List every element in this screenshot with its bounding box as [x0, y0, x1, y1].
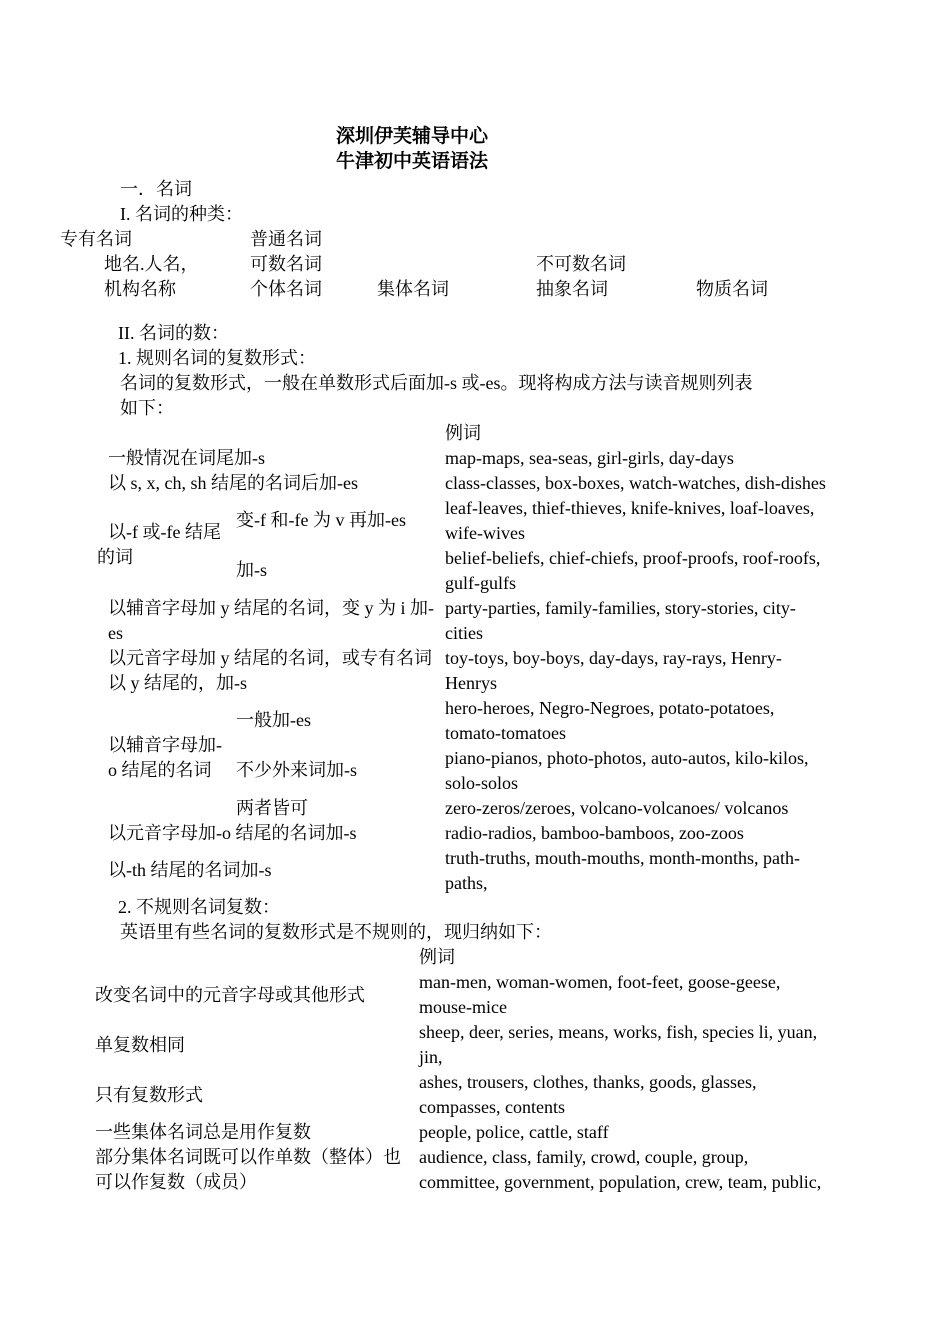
type-material: 物质名词 [696, 279, 768, 299]
irregular-plural-heading: 2. 不规则名词复数： [118, 897, 280, 917]
table2-example-2a: sheep, deer, series, means, works, fish, species li, yuan, [419, 1022, 818, 1042]
table2-example-5a: audience, class, family, crowd, couple, group, [419, 1147, 749, 1167]
table2-example-1a: man-men, woman-women, foot-feet, goose-geese, [419, 972, 781, 992]
table2-example-3b: compasses, contents [419, 1097, 565, 1117]
table1-example-5b: Henrys [445, 673, 497, 693]
table1-rule-8: 以-th 结尾的名词加-s [108, 860, 272, 880]
rule1-intro-line1: 名词的复数形式，一般在单数形式后面加-s 或-es。现将构成方法与读音规则列表 [120, 373, 753, 393]
section-heading-nouns: 一．名词 [120, 179, 192, 199]
table1-rule-2: 以 s, x, ch, sh 结尾的名词后加-es [108, 473, 358, 493]
table2-rule-3: 只有复数形式 [95, 1085, 203, 1105]
type-countable: 可数名词 [250, 254, 322, 274]
table1-rule-6b: o 结尾的名词 [108, 760, 212, 780]
type-abstract: 抽象名词 [536, 279, 608, 299]
table1-example-2: class-classes, box-boxes, watch-watches, dish-dishes [445, 473, 826, 493]
table1-rule-4b: es [108, 623, 123, 643]
subsection-noun-types: I. 名词的种类： [120, 204, 243, 224]
type-proper-desc-2: 机构名称 [104, 279, 176, 299]
table1-example-1: map-maps, sea-seas, girl-girls, day-days [445, 448, 734, 468]
table2-rule-4: 一些集体名词总是用作复数 [95, 1122, 311, 1142]
table1-example-3-2a: belief-beliefs, chief-chiefs, proof-proofs, roof-roofs, [445, 548, 821, 568]
table1-example-8b: paths, [445, 873, 488, 893]
type-uncountable: 不可数名词 [536, 254, 626, 274]
irregular-plural-intro: 英语里有些名词的复数形式是不规则的，现归纳如下： [120, 922, 552, 942]
table1-example-header: 例词 [445, 423, 481, 443]
center-name: 深圳伊芙辅导中心 [336, 125, 489, 147]
table1-example-6-1b: tomato-tomatoes [445, 723, 566, 743]
table2-example-2b: jin, [419, 1047, 443, 1067]
type-individual: 个体名词 [250, 279, 322, 299]
table2-rule-5b: 可以作复数（成员） [95, 1172, 257, 1192]
rule1-intro-line2: 如下： [120, 398, 174, 418]
table1-rule-6-sub3: 两者皆可 [236, 798, 308, 818]
table2-example-5b: committee, government, population, crew, team, public, [419, 1172, 822, 1192]
table2-example-3a: ashes, trousers, clothes, thanks, goods, glasses, [419, 1072, 757, 1092]
table1-example-4a: party-parties, family-families, story-stories, city- [445, 598, 796, 618]
table1-rule-3-sub1: 变-f 和-fe 为 v 再加-es [236, 510, 406, 530]
subsection-noun-number: II. 名词的数： [118, 323, 229, 343]
table1-example-8a: truth-truths, mouth-mouths, month-months, path- [445, 848, 800, 868]
table1-rule-4a: 以辅音字母加 y 结尾的名词，变 y 为 i 加- [108, 598, 434, 618]
table1-rule-3b: 的词 [97, 547, 133, 567]
table1-rule-5a: 以元音字母加 y 结尾的名词，或专有名词 [108, 648, 432, 668]
table1-rule-7: 以元音字母加-o 结尾的名词加-s [108, 823, 357, 843]
table1-example-3-2b: gulf-gulfs [445, 573, 516, 593]
table1-example-6-2b: solo-solos [445, 773, 519, 793]
table1-example-5a: toy-toys, boy-boys, day-days, ray-rays, Henry- [445, 648, 782, 668]
table1-rule-6-sub1: 一般加-es [236, 710, 311, 730]
table1-example-6-2a: piano-pianos, photo-photos, auto-autos, kilo-kilos, [445, 748, 809, 768]
table2-example-header: 例词 [419, 947, 455, 967]
table1-example-3-1b: wife-wives [445, 523, 525, 543]
table1-example-4b: cities [445, 623, 483, 643]
table2-rule-2: 单复数相同 [95, 1035, 185, 1055]
table1-example-7: radio-radios, bamboo-bamboos, zoo-zoos [445, 823, 744, 843]
rule1-heading: 1. 规则名词的复数形式： [118, 348, 316, 368]
table1-rule-5b: 以 y 结尾的，加-s [108, 673, 247, 693]
table2-example-4: people, police, cattle, staff [419, 1122, 609, 1142]
type-collective: 集体名词 [377, 279, 449, 299]
table1-example-6-1a: hero-heroes, Negro-Negroes, potato-potatoes, [445, 698, 775, 718]
table1-rule-1: 一般情况在词尾加-s [108, 448, 265, 468]
table1-rule-6-sub2: 不少外来词加-s [236, 760, 357, 780]
table2-example-1b: mouse-mice [419, 997, 507, 1017]
table2-rule-1: 改变名词中的元音字母或其他形式 [95, 985, 365, 1005]
table1-example-3-1a: leaf-leaves, thief-thieves, knife-knives, loaf-loaves, [445, 498, 815, 518]
type-common: 普通名词 [250, 229, 322, 249]
table1-rule-3-sub2: 加-s [236, 560, 267, 580]
table1-rule-3a: 以-f 或-fe 结尾 [108, 522, 221, 542]
table1-example-6-3: zero-zeros/zeroes, volcano-volcanoes/ volcanos [445, 798, 789, 818]
type-proper-desc-1: 地名.人名， [104, 254, 199, 274]
table1-rule-6a: 以辅音字母加- [108, 735, 222, 755]
type-proper: 专有名词 [60, 229, 132, 249]
document-title: 牛津初中英语语法 [336, 150, 489, 172]
table2-rule-5a: 部分集体名词既可以作单数（整体）也 [95, 1147, 401, 1167]
